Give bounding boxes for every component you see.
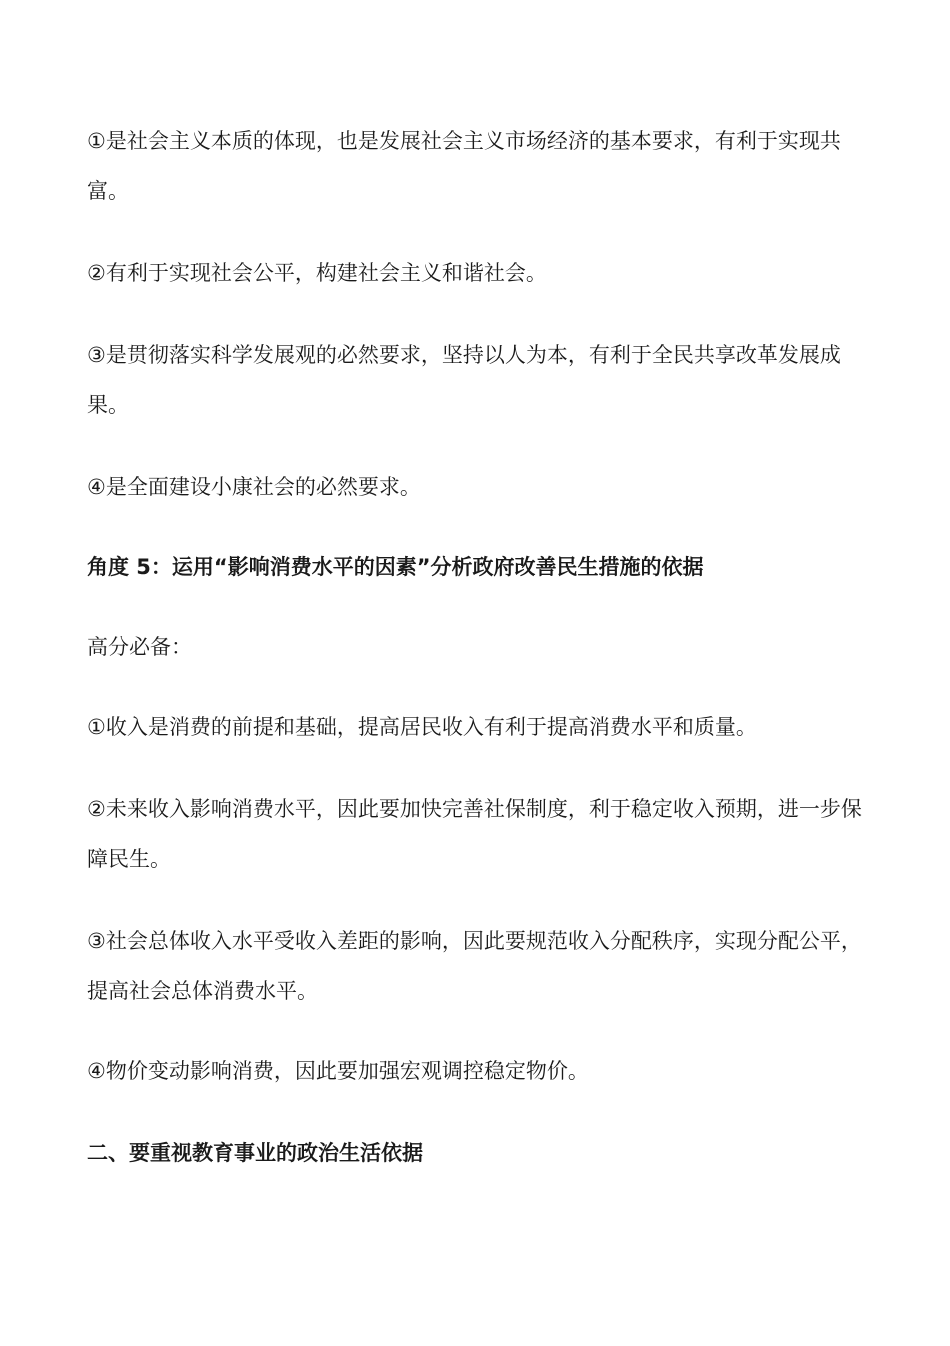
- paragraph-item-5: ①收入是消费的前提和基础，提高居民收入有利于提高消费水平和质量。: [87, 715, 757, 739]
- paragraph-item-2: ②有利于实现社会公平，构建社会主义和谐社会。: [87, 261, 547, 285]
- paragraph-item-3: ③是贯彻落实科学发展观的必然要求，坚持以人为本，有利于全民共享改革发展成果。: [87, 343, 841, 417]
- paragraph-label-essentials: 高分必备：: [87, 635, 192, 659]
- section-heading-2: 二、要重视教育事业的政治生活依据: [87, 1141, 423, 1165]
- paragraph-item-7: ③社会总体收入水平受收入差距的影响，因此要规范收入分配秩序，实现分配公平，提高社会总体消费水平。: [87, 929, 862, 1003]
- paragraph-item-4: ④是全面建设小康社会的必然要求。: [87, 475, 421, 499]
- paragraph-item-8: ④物价变动影响消费，因此要加强宏观调控稳定物价。: [87, 1059, 589, 1083]
- paragraph-item-6: ②未来收入影响消费水平，因此要加快完善社保制度，利于稳定收入预期，进一步保障民生。: [87, 797, 862, 871]
- paragraph-item-1: ①是社会主义本质的体现，也是发展社会主义市场经济的基本要求，有利于实现共富。: [87, 129, 841, 203]
- section-heading-angle-5: 角度 5：运用“影响消费水平的因素”分析政府改善民生措施的依据: [87, 555, 704, 579]
